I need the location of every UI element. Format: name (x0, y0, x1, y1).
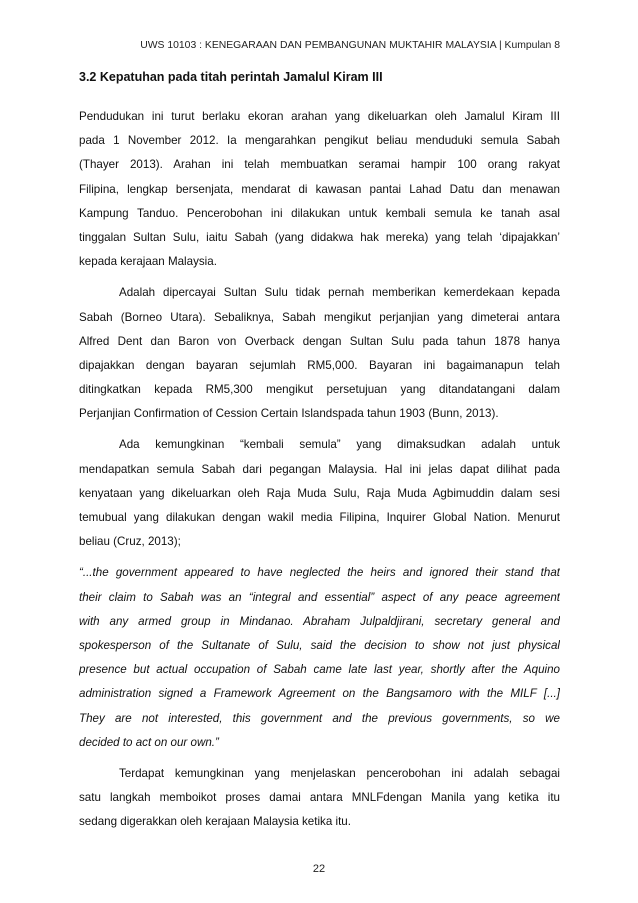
paragraph-3 (79, 433, 560, 554)
quote-line: decided to act on our own.” (79, 735, 219, 749)
text-line: beliau (Cruz, 2013); (79, 535, 181, 549)
quote-line: spokesperson of the Sultanate of Sulu, said the decision to show not just physical (79, 638, 560, 652)
text-line: Alfred Dent dan Baron von Overback dengan Sultan Sulu pada tahun 1878 hanya (79, 334, 560, 348)
text-line: Adalah dipercayai Sultan Sulu tidak pernah memberikan kemerdekaan kepada (119, 286, 560, 300)
paragraph-1 (79, 105, 560, 274)
text-line: Pendudukan ini turut berlaku ekoran arahan yang dikeluarkan oleh Jamalul Kiram III (79, 110, 560, 123)
text-line: sedang digerakkan oleh kerajaan Malaysia ketika itu. (79, 815, 351, 829)
text-line: (Thayer 2013). Arahan ini telah membuatkan seramai hampir 100 orang rakyat (79, 158, 560, 172)
quote-line: They are not interested, this government and the previous governments, so we (79, 711, 560, 725)
quote-line: “...the government appeared to have neglected the heirs and ignored their stand that (79, 566, 560, 580)
page-number: 22 (312, 863, 326, 875)
text-line: kepada kerajaan Malaysia. (79, 255, 217, 269)
quote-line: their claim to Sabah was an “integral and essential” aspect of any peace agreement (79, 590, 560, 604)
text-line: kenyataan yang dikeluarkan oleh Raja Muda Sulu, Raja Muda Agbimuddin dalam sesi (79, 486, 560, 500)
quote-line: presence but actual occupation of Sabah came late last year, shortly after the Aquino (79, 663, 560, 677)
text-line: Filipina, lengkap bersenjata, mendarat di kawasan pantai Lahad Datu dan menawan (79, 182, 560, 196)
quote-line: with any armed group in Mindanao. Abraham Julpaldjirani, secretary general and (79, 614, 560, 628)
text-line: tinggalan Sultan Sulu, iaitu Sabah (yang didakwa hak mereka) yang telah ‘dipajakkan’ (79, 230, 560, 244)
paragraph-2 (79, 281, 560, 426)
text-line: temubual yang dilakukan dengan wakil media Filipina, Inquirer Global Nation. Menurut (79, 511, 560, 524)
text-line: pada 1 November 2012. Ia mengarahkan pengikut beliau menduduki semula Sabah (79, 134, 560, 148)
section-heading: 3.2 Kepatuhan pada titah perintah Jamalul Kiram III (79, 70, 383, 84)
text-line: Sabah (Borneo Utara). Sebaliknya, Sabah mengikut perjanjian yang dimeterai antara (79, 310, 560, 324)
text-line: mendapatkan semula Sabah dari pegangan Malaysia. Hal ini jelas dapat dilihat pada (79, 462, 560, 476)
text-line: Terdapat kemungkinan yang menjelaskan pencerobohan ini adalah sebagai (119, 766, 560, 780)
quote-line: administration signed a Framework Agreement on the Bangsamoro with the MILF [...] (79, 687, 560, 701)
text-line: Ada kemungkinan “kembali semula” yang dimaksudkan adalah untuk (119, 438, 560, 452)
running-header: UWS 10103 : KENEGARAAN DAN PEMBANGUNAN MUKTAHIR MALAYSIA | Kumpulan 8 (140, 40, 560, 51)
text-line: Perjanjian Confirmation of Cession Certain Islandspada tahun 1903 (Bunn, 2013). (79, 407, 499, 421)
paragraph-4 (79, 762, 560, 835)
block-quote (79, 561, 560, 755)
text-line: satu langkah memboikot proses damai antara MNLFdengan Manila yang ketika itu (79, 791, 560, 805)
text-line: dipajakkan dengan bayaran sejumlah RM5,000. Bayaran ini bagaimanapun telah (79, 358, 560, 372)
body-text (79, 105, 560, 841)
text-line: ditingkatkan kepada RM5,300 mengikut persetujuan yang ditandatangani dalam (79, 383, 560, 397)
text-line: Kampung Tanduo. Pencerobohan ini dilakukan untuk kembali semula ke tanah asal (79, 206, 560, 220)
